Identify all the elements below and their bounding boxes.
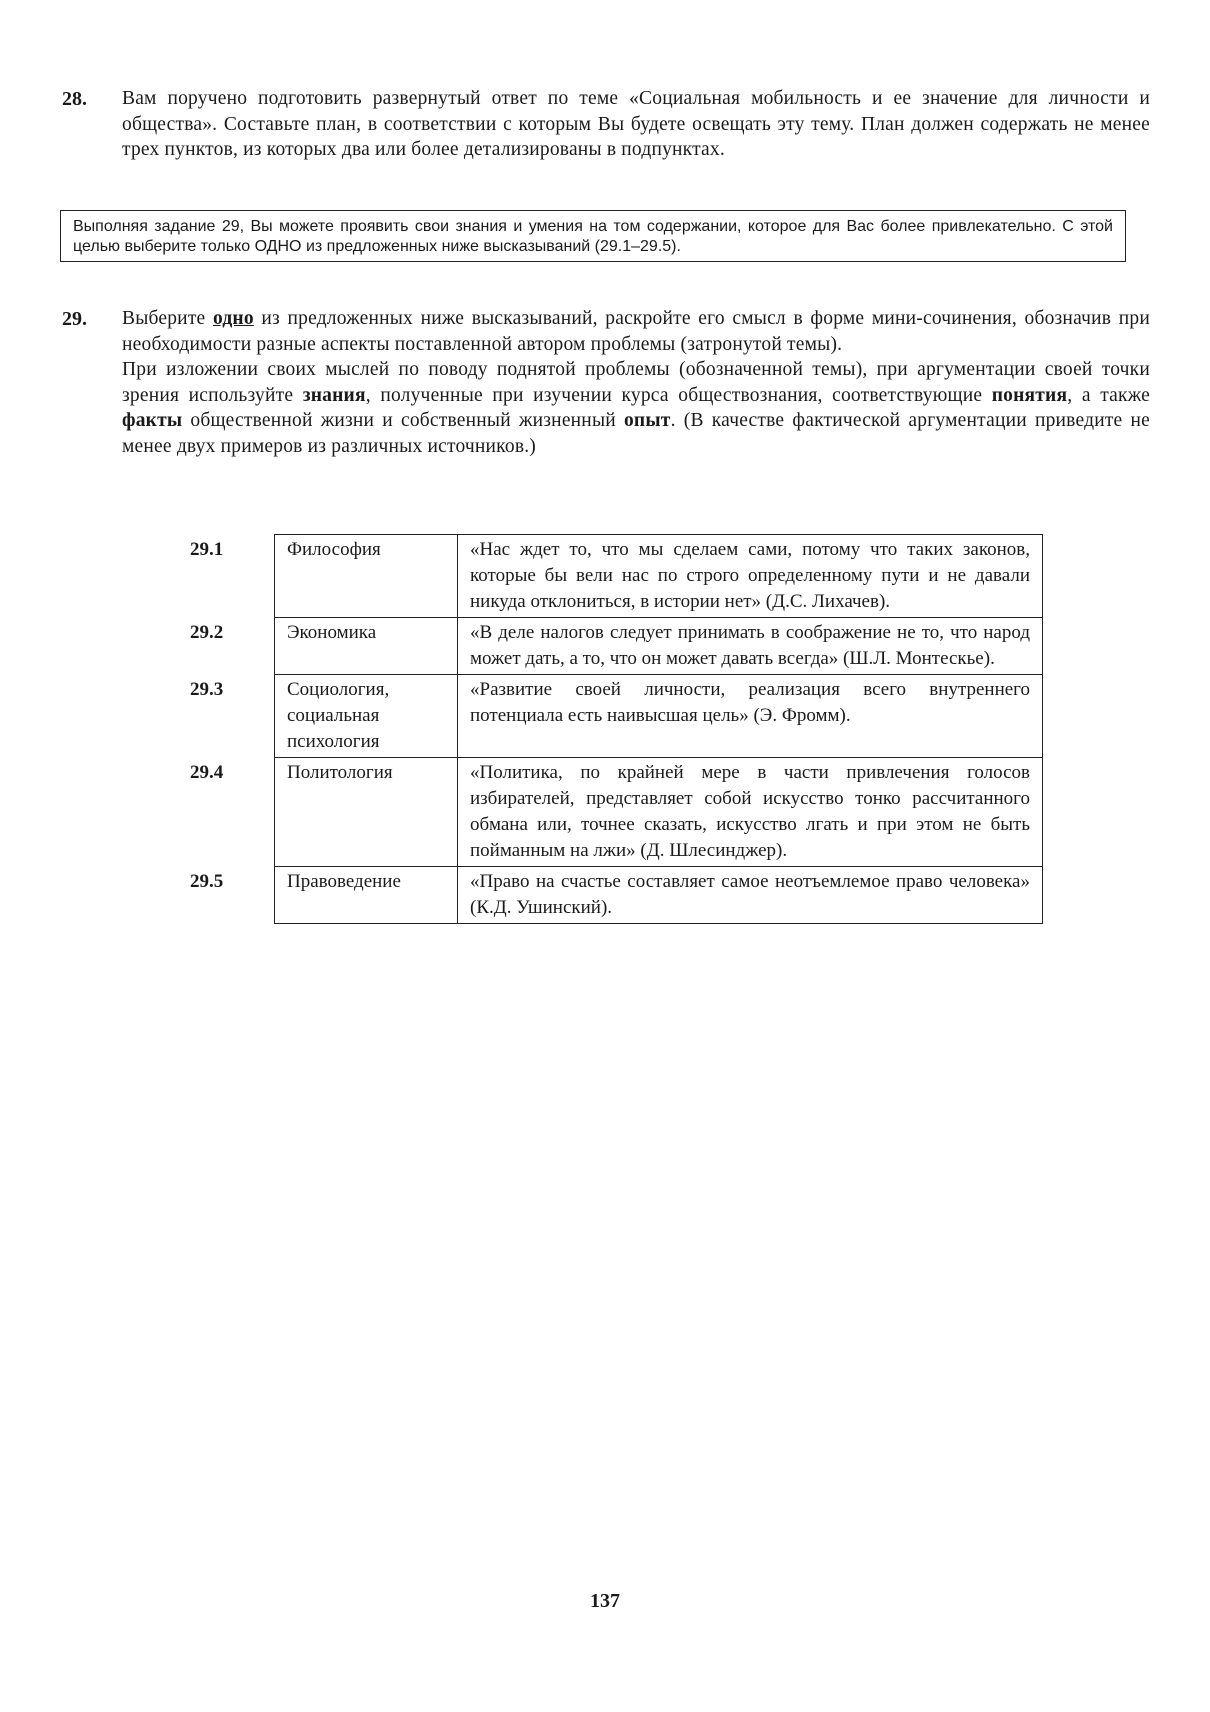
- quote-text: «Политика, по крайней мере в части привлечения голосов избирателей, представляет собой искусство тонко рассчитанного обмана или, точнее сказать, искусство лгать и при этом не быть пойманным на лжи» (Д. Шлесинджер).: [458, 758, 1043, 867]
- task-29-instruction-box: [60, 210, 1126, 262]
- quote-table: [190, 534, 1043, 924]
- task-29-number: 29.: [62, 308, 87, 330]
- quote-row: [190, 675, 1043, 758]
- quote-number: 29.2: [190, 621, 224, 643]
- quote-number: 29.4: [190, 761, 224, 783]
- quote-subject: Правоведение: [275, 867, 458, 924]
- quote-number: 29.1: [190, 538, 224, 560]
- quote-text: «Нас ждет то, что мы сделаем сами, потому что таких законов, которые бы вели нас по строго определенному пути и не давали никуда отклониться, в истории нет» (Д.С. Лихачев).: [458, 535, 1043, 618]
- task-28-text: [122, 86, 1150, 163]
- task-29-p1-run-2: из предложенных ниже высказываний, раскройте его смысл в форме мини-сочинения, обозначив при необходимости разные аспекты поставленной автором проблемы (затронутой темы).: [122, 308, 1150, 355]
- task-29-p2-run-8: . (В качестве фактической аргументации приведите не менее двух примеров из различных источников.): [122, 410, 1150, 457]
- quote-row: [190, 535, 1043, 618]
- task-29-p2-run-2: , полученные при изучении курса обществознания, соответствующие: [365, 384, 992, 406]
- task-28-paragraph: Вам поручено подготовить развернутый ответ по теме «Социальная мобильность и ее значение для личности и общества». Составьте план, в соответствии с которым Вы будете освещать эту тему. План должен содержать не менее трех пунктов, из которых два или более детализированы в подпунктах.: [122, 88, 1150, 160]
- task-29-text: [122, 306, 1150, 459]
- page-number: 137: [590, 1590, 620, 1612]
- task-29-paragraph-1: [122, 306, 1150, 357]
- task-29-p2-run-7: опыт: [623, 410, 671, 431]
- task-29-p2-run-0: При изложении своих мыслей по поводу поднятой проблемы (обозначенной темы), при аргументации своей точки зрения используйте: [122, 359, 1150, 406]
- quote-text: «В деле налогов следует принимать в соображение не то, что народ может дать, а то, что он может давать всегда» (Ш.Л. Монтескье).: [458, 618, 1043, 675]
- task-29-p1-run-0: Выберите: [122, 308, 213, 329]
- task-29-p2-run-3: понятия: [991, 384, 1068, 406]
- quote-row: [190, 618, 1043, 675]
- task-29-p2-run-6: общественной жизни и собственный жизненный: [182, 410, 624, 431]
- quote-row: [190, 758, 1043, 867]
- task-29-p2-run-1: знания: [302, 384, 366, 406]
- task-29-paragraph-2: [122, 357, 1150, 459]
- quote-row: [190, 867, 1043, 924]
- task-29-p2-run-5: факты: [122, 410, 183, 431]
- quote-subject: Социология, социальная психология: [275, 675, 458, 758]
- quote-number: 29.5: [190, 870, 224, 892]
- quote-number: 29.3: [190, 678, 224, 700]
- task-29-p1-run-1: одно: [212, 308, 254, 329]
- instruction-text: Выполняя задание 29, Вы можете проявить свои знания и умения на том содержании, которое для Вас более привлекательно. С этой целью выберите только ОДНО из предложенных ниже высказываний (29.1–29.5).: [73, 218, 1113, 255]
- task-29-p2-run-4: , а также: [1067, 384, 1150, 406]
- quote-subject: Экономика: [275, 618, 458, 675]
- quote-text: «Право на счастье составляет самое неотъемлемое право человека» (К.Д. Ушинский).: [458, 867, 1043, 924]
- task-28-number: 28.: [62, 88, 87, 110]
- quote-subject: Политология: [275, 758, 458, 867]
- quote-subject: Философия: [275, 535, 458, 618]
- quote-text: «Развитие своей личности, реализация всего внутреннего потенциала есть наивысшая цель» (Э. Фромм).: [458, 675, 1043, 758]
